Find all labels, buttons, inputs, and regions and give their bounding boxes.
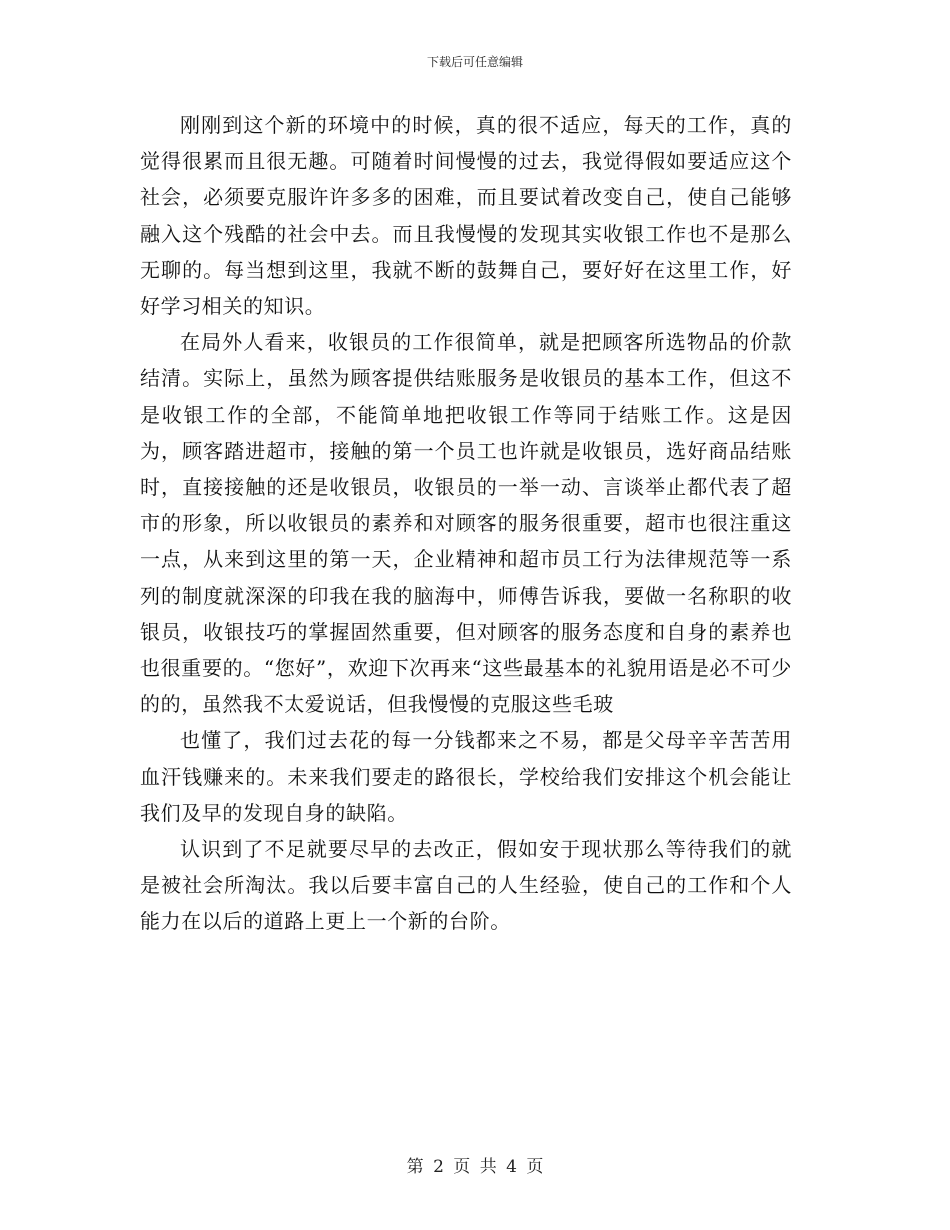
paragraph-4: 认识到了不足就要尽早的去改正，假如安于现状那么等待我们的就是被社会所淘汰。我以后要丰富自己的人生经验，使自己的工作和个人能力在以后的道路上更上一个新的台阶。 [140, 837, 792, 934]
page-header-note: 下载后可任意编辑 [426, 55, 523, 69]
paragraph-3: 也懂了，我们过去花的每一分钱都来之不易，都是父母辛辛苦苦用血汗钱赚来的。未来我们要走的路很长，学校给我们安排这个机会能让我们及早的发现自身的缺陷。 [140, 728, 792, 825]
document-body [140, 107, 792, 940]
page-number-footer: 第 2 页 共 4 页 [406, 1157, 544, 1177]
paragraph-1: 刚刚到这个新的环境中的时候，真的很不适应，每天的工作，真的觉得很累而且很无趣。可随着时间慢慢的过去，我觉得假如要适应这个社会，必须要克服许许多多的困难，而且要试着改变自己，使自己能够融入这个残酷的社会中去。而且我慢慢的发现其实收银工作也不是那么无聊的。每当想到这里，我就不断的鼓舞自己，要好好在这里工作，好好学习相关的知识。 [140, 113, 792, 319]
paragraph-2: 在局外人看来，收银员的工作很简单，就是把顾客所选物品的价款结清。实际上，虽然为顾客提供结账服务是收银员的基本工作，但这不是收银工作的全部，不能简单地把收银工作等同于结账工作。这是因为，顾客踏进超市，接触的第一个员工也许就是收银员，选好商品结账时，直接接触的还是收银员，收银员的一举一动、言谈举止都代表了超市的形象，所以收银员的素养和对顾客的服务很重要，超市也很注重这一点，从来到这里的第一天，企业精神和超市员工行为法律规范等一系列的制度就深深的印我在我的脑海中，师傅告诉我，要做一名称职的收银员，收银技巧的掌握固然重要，但对顾客的服务态度和自身的素养也也很重要的。“您好”，欢迎下次再来“这些最基本的礼貌用语是必不可少的的，虽然我不太爱说话，但我慢慢的克服这些毛玻 [140, 330, 792, 717]
